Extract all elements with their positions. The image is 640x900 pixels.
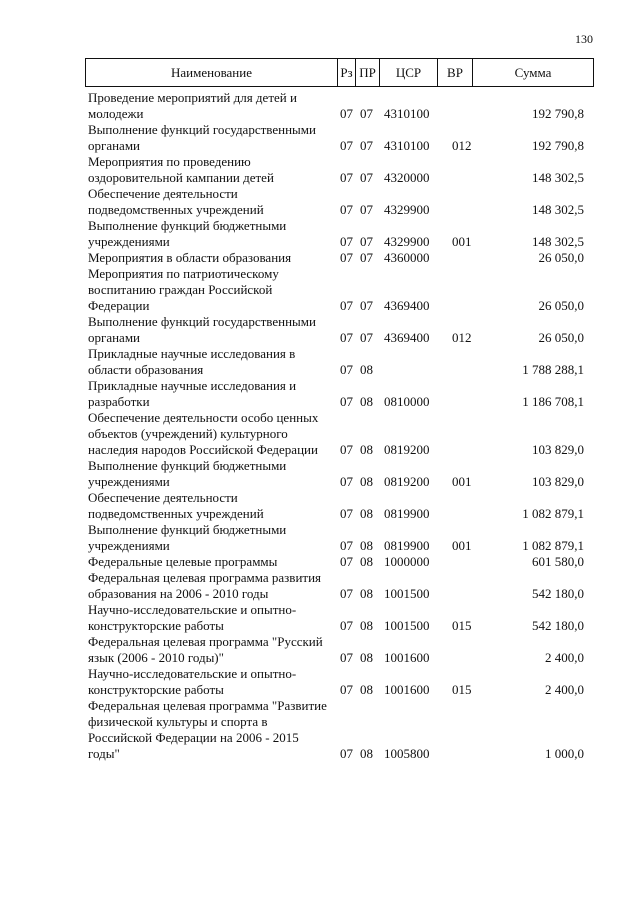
row-rz: 07 <box>340 442 353 457</box>
table-row <box>0 90 640 122</box>
row-rz: 07 <box>340 586 353 601</box>
row-sum: 192 790,8 <box>532 138 584 153</box>
row-sum: 601 580,0 <box>532 554 584 569</box>
row-rz: 07 <box>340 394 353 409</box>
row-rz: 07 <box>340 362 353 377</box>
row-csr: 1005800 <box>384 746 430 761</box>
row-pr: 08 <box>360 506 373 521</box>
table-row <box>0 154 640 186</box>
row-sum: 2 400,0 <box>545 682 584 697</box>
table-row <box>0 490 640 522</box>
table-row <box>0 250 640 266</box>
table-row <box>0 266 640 314</box>
row-sum: 148 302,5 <box>532 202 584 217</box>
row-csr: 4329900 <box>384 234 430 249</box>
page-number: 130 <box>575 32 593 46</box>
row-sum: 103 829,0 <box>532 442 584 457</box>
row-pr: 08 <box>360 618 373 633</box>
table-row <box>0 378 640 410</box>
row-pr: 08 <box>360 394 373 409</box>
row-name: Федеральная целевая программа "Русский язык (2006 - 2010 годы)" <box>88 634 323 665</box>
row-name: Прикладные научные исследования в области образования <box>88 346 296 377</box>
table-row <box>0 522 640 554</box>
row-csr: 1000000 <box>384 554 430 569</box>
row-vr: 001 <box>452 234 472 249</box>
header-vr: ВР <box>437 59 472 86</box>
row-name: Прикладные научные исследования и разработки <box>88 378 297 409</box>
row-csr: 1001500 <box>384 618 430 633</box>
row-rz: 07 <box>340 138 353 153</box>
row-rz: 07 <box>340 474 353 489</box>
row-pr: 08 <box>360 746 373 761</box>
table-header <box>85 58 594 87</box>
row-rz: 07 <box>340 618 353 633</box>
row-csr: 0819200 <box>384 474 430 489</box>
table-row <box>0 218 640 250</box>
row-vr: 001 <box>452 474 472 489</box>
header-name: Наименование <box>171 65 252 80</box>
row-rz: 07 <box>340 746 353 761</box>
row-vr: 012 <box>452 138 472 153</box>
row-csr: 4310100 <box>384 138 430 153</box>
row-name: Мероприятия по патриотическому воспитанию граждан Российской Федерации <box>88 266 279 313</box>
row-pr: 08 <box>360 442 373 457</box>
table-row <box>0 186 640 218</box>
row-csr: 0819900 <box>384 538 430 553</box>
row-sum: 26 050,0 <box>538 330 584 345</box>
row-csr: 4360000 <box>384 250 430 265</box>
row-name: Проведение мероприятий для детей и молодежи <box>88 90 297 121</box>
row-rz: 07 <box>340 554 353 569</box>
header-sum: Сумма <box>472 59 593 86</box>
header-rz: Рз <box>337 59 355 86</box>
row-sum: 148 302,5 <box>532 170 584 185</box>
row-name: Федеральная целевая программа развития образования на 2006 - 2010 годы <box>88 570 322 601</box>
row-sum: 1 000,0 <box>545 746 584 761</box>
row-csr: 0819200 <box>384 442 430 457</box>
row-name: Выполнение функций бюджетными учреждениями <box>88 522 287 553</box>
row-rz: 07 <box>340 330 353 345</box>
row-rz: 07 <box>340 106 353 121</box>
row-name: Выполнение функций государственными органами <box>88 122 316 153</box>
row-csr: 4310100 <box>384 106 430 121</box>
row-name: Выполнение функций бюджетными учреждениями <box>88 218 287 249</box>
row-name: Научно-исследовательские и опытно-конструкторские работы <box>88 666 297 697</box>
row-csr: 4329900 <box>384 202 430 217</box>
row-csr: 1001500 <box>384 586 430 601</box>
row-csr: 4320000 <box>384 170 430 185</box>
row-sum: 2 400,0 <box>545 650 584 665</box>
row-name: Обеспечение деятельности подведомственных учреждений <box>88 186 264 217</box>
row-csr: 0810000 <box>384 394 430 409</box>
row-pr: 07 <box>360 298 373 313</box>
row-pr: 07 <box>360 330 373 345</box>
row-name: Мероприятия по проведению оздоровительной кампании детей <box>88 154 274 185</box>
row-pr: 08 <box>360 362 373 377</box>
row-pr: 08 <box>360 586 373 601</box>
row-rz: 07 <box>340 250 353 265</box>
table-row <box>0 602 640 634</box>
header-pr: ПР <box>355 59 379 86</box>
row-vr: 015 <box>452 618 472 633</box>
table-row <box>0 554 640 570</box>
row-rz: 07 <box>340 506 353 521</box>
row-sum: 1 082 879,1 <box>522 538 584 553</box>
row-pr: 08 <box>360 554 373 569</box>
row-sum: 103 829,0 <box>532 474 584 489</box>
row-rz: 07 <box>340 234 353 249</box>
table-body <box>0 90 640 762</box>
table-row <box>0 346 640 378</box>
row-name: Федеральные целевые программы <box>88 554 278 569</box>
row-pr: 08 <box>360 650 373 665</box>
table-row <box>0 314 640 346</box>
row-sum: 1 186 708,1 <box>522 394 584 409</box>
row-rz: 07 <box>340 682 353 697</box>
table-row <box>0 410 640 458</box>
row-pr: 07 <box>360 202 373 217</box>
row-rz: 07 <box>340 170 353 185</box>
header-csr: ЦСР <box>379 59 437 86</box>
row-name: Выполнение функций бюджетными учреждениями <box>88 458 287 489</box>
row-vr: 001 <box>452 538 472 553</box>
row-name: Федеральная целевая программа "Развитие физической культуры и спорта в Российской Федерации на 2006 - 2015 годы" <box>88 698 327 761</box>
table-row <box>0 570 640 602</box>
row-name: Выполнение функций государственными органами <box>88 314 316 345</box>
row-name: Обеспечение деятельности подведомственных учреждений <box>88 490 264 521</box>
row-sum: 148 302,5 <box>532 234 584 249</box>
row-pr: 07 <box>360 106 373 121</box>
row-csr: 4369400 <box>384 298 430 313</box>
row-name: Научно-исследовательские и опытно-конструкторские работы <box>88 602 297 633</box>
row-sum: 26 050,0 <box>538 298 584 313</box>
row-pr: 07 <box>360 234 373 249</box>
row-sum: 542 180,0 <box>532 586 584 601</box>
table-row <box>0 458 640 490</box>
row-sum: 26 050,0 <box>538 250 584 265</box>
row-sum: 1 082 879,1 <box>522 506 584 521</box>
row-pr: 08 <box>360 682 373 697</box>
table-row <box>0 634 640 666</box>
table-row <box>0 122 640 154</box>
row-csr: 1001600 <box>384 650 430 665</box>
row-pr: 08 <box>360 538 373 553</box>
table-row <box>0 666 640 698</box>
row-vr: 015 <box>452 682 472 697</box>
row-sum: 542 180,0 <box>532 618 584 633</box>
row-rz: 07 <box>340 538 353 553</box>
row-vr: 012 <box>452 330 472 345</box>
row-csr: 0819900 <box>384 506 430 521</box>
table-row <box>0 698 640 762</box>
row-csr: 1001600 <box>384 682 430 697</box>
row-name: Мероприятия в области образования <box>88 250 292 265</box>
row-csr: 4369400 <box>384 330 430 345</box>
row-pr: 07 <box>360 170 373 185</box>
row-rz: 07 <box>340 298 353 313</box>
row-pr: 07 <box>360 138 373 153</box>
row-sum: 1 788 288,1 <box>522 362 584 377</box>
row-pr: 08 <box>360 474 373 489</box>
row-name: Обеспечение деятельности особо ценных объектов (учреждений) культурного наследия народов Российской Федерации <box>88 410 319 457</box>
row-rz: 07 <box>340 202 353 217</box>
row-pr: 07 <box>360 250 373 265</box>
row-rz: 07 <box>340 650 353 665</box>
row-sum: 192 790,8 <box>532 106 584 121</box>
